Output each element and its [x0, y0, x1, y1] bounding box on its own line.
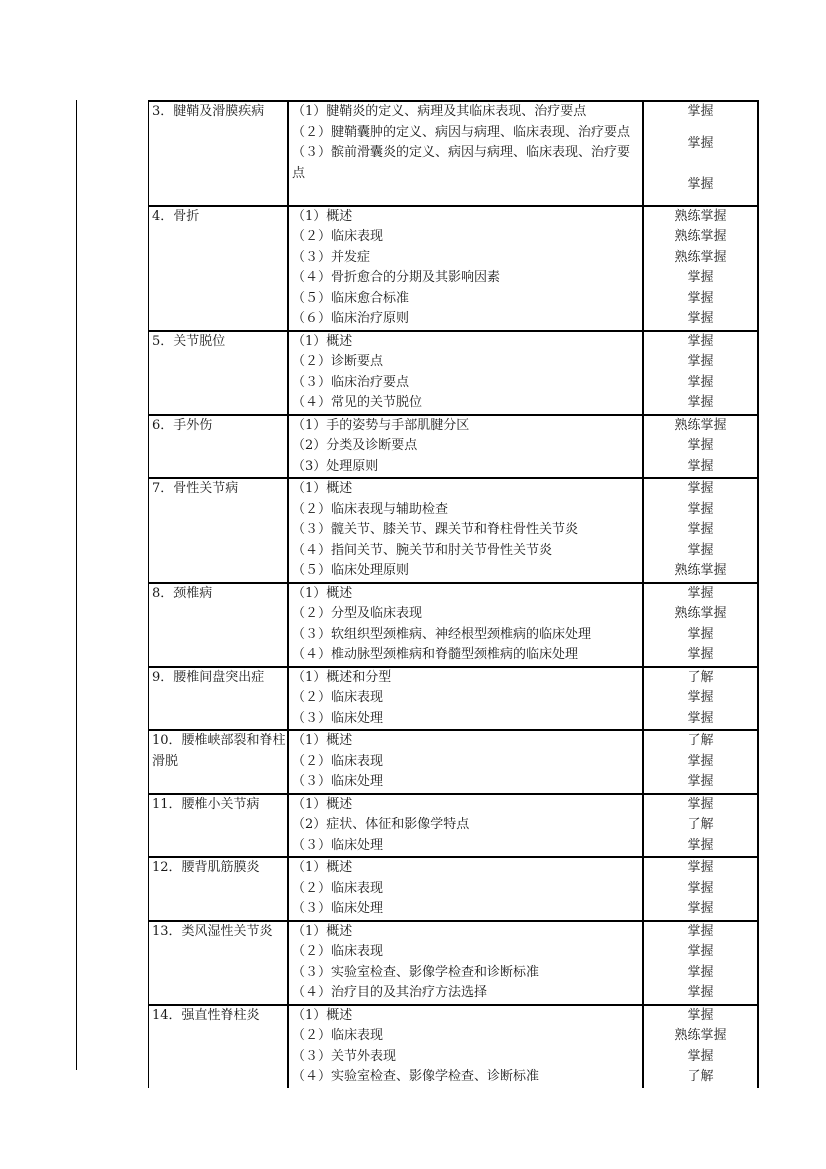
- mastery-level: 掌握: [687, 104, 714, 119]
- mastery-level: 掌握: [687, 774, 714, 789]
- syllabus-row: [149, 667, 759, 731]
- content-item: （４）骨折愈合的分期及其影响因素: [292, 270, 501, 285]
- syllabus-row: [149, 1005, 759, 1088]
- level-cell: [643, 794, 758, 858]
- topic-cell: [149, 667, 289, 731]
- mastery-level: 掌握: [687, 901, 714, 916]
- mastery-level: 掌握: [687, 690, 714, 705]
- content-item: （３）临床治疗要点: [292, 374, 410, 390]
- mastery-level: 掌握: [687, 626, 714, 642]
- syllabus-row: [149, 730, 759, 794]
- content-cell: [288, 331, 643, 415]
- content-item: （２）临床表现: [292, 229, 384, 244]
- content-item: （２）临床表现与辅助检查: [292, 501, 449, 517]
- mastery-level: 掌握: [687, 481, 714, 496]
- mastery-level: 掌握: [687, 395, 714, 410]
- content-cell: [288, 583, 643, 667]
- mastery-level: 掌握: [687, 176, 714, 192]
- content-item: （3）处理原则: [292, 458, 379, 474]
- content-item: （４）椎动脉型颈椎病和脊髓型颈椎病的临床处理: [292, 647, 579, 662]
- content-cell: [288, 857, 643, 921]
- mastery-level: 了解: [687, 669, 714, 685]
- topic-title: 5．关节脱位: [152, 333, 226, 349]
- content-item: （２）临床表现: [292, 944, 384, 959]
- mastery-level: 掌握: [687, 270, 714, 285]
- level-cell: [643, 206, 758, 331]
- content-cell: [288, 921, 643, 1005]
- content-cell: [288, 206, 643, 331]
- content-item: （1）概述: [292, 585, 353, 601]
- mastery-level: 掌握: [687, 585, 714, 601]
- content-item: （３）髋关节、膝关节、踝关节和脊柱骨性关节炎: [292, 522, 579, 537]
- topic-cell: [149, 794, 289, 858]
- topic-cell: [149, 921, 289, 1005]
- topic-title: 12．腰背肌筋膜炎: [152, 860, 260, 875]
- mastery-level: 掌握: [687, 944, 714, 959]
- mastery-level: 熟练掌握: [674, 417, 727, 433]
- content-item: （４）实验室检查、影像学检查、诊断标准: [292, 1069, 540, 1084]
- topic-cell: [149, 583, 289, 667]
- content-item: （２）临床表现: [292, 880, 384, 896]
- topic-title: 8．颈椎病: [152, 585, 213, 601]
- topic-cell: [149, 857, 289, 921]
- content-item: （４）指间关节、腕关节和肘关节骨性关节炎: [292, 542, 553, 558]
- content-cell: [288, 478, 643, 583]
- content-item: （1）概述: [292, 208, 353, 224]
- syllabus-table: [148, 100, 759, 1088]
- syllabus-row: [149, 794, 759, 858]
- content-item: （４）治疗目的及其治疗方法选择: [292, 985, 488, 1000]
- mastery-level: 掌握: [687, 964, 714, 980]
- mastery-level: 了解: [687, 817, 714, 832]
- topic-cell: [149, 331, 289, 415]
- mastery-level: 了解: [687, 733, 714, 748]
- mastery-level: 掌握: [687, 710, 714, 726]
- content-item: （５）临床愈合标准: [292, 290, 410, 306]
- topic-cell: [149, 478, 289, 583]
- content-item: （1）概述: [292, 796, 353, 812]
- content-cell: [288, 1005, 643, 1088]
- topic-title: 9．腰椎间盘突出症: [152, 669, 265, 685]
- content-cell: [288, 730, 643, 794]
- level-cell: [643, 331, 758, 415]
- mastery-level: 掌握: [687, 501, 714, 517]
- topic-cell: [149, 206, 289, 331]
- topic-title: 14．强直性脊柱炎: [152, 1007, 260, 1023]
- content-item: （1）腱鞘炎的定义、病理及其临床表现、治疗要点: [292, 104, 587, 119]
- topic-cell: [149, 1005, 289, 1088]
- topic-cell: [149, 730, 289, 794]
- content-item: （1）概述和分型: [292, 669, 392, 685]
- mastery-level: 熟练掌握: [674, 229, 727, 244]
- mastery-level: 了解: [687, 1069, 714, 1084]
- level-cell: [643, 1005, 758, 1088]
- topic-title: 11．腰椎小关节病: [152, 796, 260, 812]
- mastery-level: 掌握: [687, 542, 714, 558]
- mastery-level: 掌握: [687, 837, 714, 853]
- content-item: （３）实验室检查、影像学检查和诊断标准: [292, 964, 540, 980]
- mastery-level: 掌握: [687, 985, 714, 1000]
- content-cell: [288, 667, 643, 731]
- topic-title: 7．骨性关节病: [152, 481, 239, 496]
- level-cell: [643, 415, 758, 479]
- syllabus-row: [149, 331, 759, 415]
- mastery-level: 熟练掌握: [674, 606, 727, 621]
- syllabus-row: [149, 206, 759, 331]
- mastery-level: 掌握: [687, 458, 714, 474]
- mastery-level: 掌握: [687, 753, 714, 769]
- mastery-level: 掌握: [687, 522, 714, 537]
- mastery-level: 掌握: [687, 135, 714, 151]
- mastery-level: 掌握: [687, 354, 714, 369]
- content-item: （1）概述: [292, 1007, 353, 1023]
- content-cell: [288, 794, 643, 858]
- left-margin-rule: [76, 100, 77, 1070]
- content-item: （1）概述: [292, 733, 353, 748]
- content-item: （２）临床表现: [292, 690, 384, 705]
- mastery-level: 掌握: [687, 860, 714, 875]
- mastery-level: 掌握: [687, 438, 714, 453]
- content-item: （2）症状、体征和影像学特点: [292, 817, 470, 832]
- level-cell: [643, 857, 758, 921]
- mastery-level: 掌握: [687, 374, 714, 390]
- syllabus-row: [149, 857, 759, 921]
- topic-cell: [149, 101, 289, 206]
- content-item: （３）关节外表现: [292, 1048, 397, 1064]
- mastery-level: 熟练掌握: [674, 249, 727, 265]
- content-item: （２）分型及临床表现: [292, 606, 423, 621]
- content-item: （２）临床表现: [292, 753, 384, 769]
- mastery-level: 掌握: [687, 290, 714, 306]
- content-item: （2）分类及诊断要点: [292, 438, 418, 453]
- syllabus-row: [149, 583, 759, 667]
- content-item: （３）临床处理: [292, 837, 384, 853]
- content-cell: [288, 101, 643, 206]
- level-cell: [643, 478, 758, 583]
- level-cell: [643, 583, 758, 667]
- content-item: （３）软组织型颈椎病、神经根型颈椎病的临床处理: [292, 626, 592, 642]
- mastery-level: 掌握: [687, 647, 714, 662]
- content-cell: [288, 415, 643, 479]
- content-item: （３）临床处理: [292, 901, 384, 916]
- content-item: （５）临床处理原则: [292, 563, 410, 578]
- mastery-level: 掌握: [687, 880, 714, 896]
- mastery-level: 掌握: [687, 923, 714, 939]
- syllabus-row: [149, 921, 759, 1005]
- mastery-level: 熟练掌握: [674, 208, 727, 224]
- topic-title: 4．骨折: [152, 208, 200, 224]
- level-cell: [643, 667, 758, 731]
- content-item: （６）临床治疗原则: [292, 311, 410, 326]
- topic-cell: [149, 415, 289, 479]
- mastery-level: 掌握: [687, 1048, 714, 1064]
- mastery-level: 掌握: [687, 796, 714, 812]
- content-item: （２）诊断要点: [292, 354, 384, 369]
- mastery-level: 熟练掌握: [674, 1028, 727, 1043]
- content-item: （1）概述: [292, 923, 353, 939]
- content-item: （２）临床表现: [292, 1028, 384, 1043]
- mastery-level: 掌握: [687, 1007, 714, 1023]
- syllabus-row: [149, 415, 759, 479]
- topic-title: 6．手外伤: [152, 417, 213, 433]
- mastery-level: 掌握: [687, 311, 714, 326]
- content-item: （３）临床处理: [292, 710, 384, 726]
- level-cell: [643, 730, 758, 794]
- syllabus-body: [149, 101, 759, 1088]
- level-cell: [643, 101, 758, 206]
- content-item: （1）手的姿势与手部肌腱分区: [292, 417, 470, 433]
- syllabus-row: [149, 101, 759, 206]
- syllabus-row: [149, 478, 759, 583]
- content-item: （３）髌前滑囊炎的定义、病因与病理、临床表现、治疗要点: [292, 145, 631, 181]
- topic-title: 10．腰椎峡部裂和脊柱滑脱: [152, 733, 286, 769]
- mastery-level: 熟练掌握: [674, 563, 727, 578]
- mastery-level: 掌握: [687, 333, 714, 349]
- content-item: （４）常见的关节脱位: [292, 395, 423, 410]
- content-item: （２）腱鞘囊肿的定义、病因与病理、临床表现、治疗要点: [292, 124, 631, 140]
- topic-title: 13．类风湿性关节炎: [152, 923, 273, 939]
- topic-title: 3．腱鞘及滑膜疾病: [152, 104, 265, 119]
- content-item: （３）并发症: [292, 249, 371, 265]
- level-cell: [643, 921, 758, 1005]
- content-item: （1）概述: [292, 860, 353, 875]
- content-item: （1）概述: [292, 481, 353, 496]
- content-item: （1）概述: [292, 333, 353, 349]
- content-item: （３）临床处理: [292, 774, 384, 789]
